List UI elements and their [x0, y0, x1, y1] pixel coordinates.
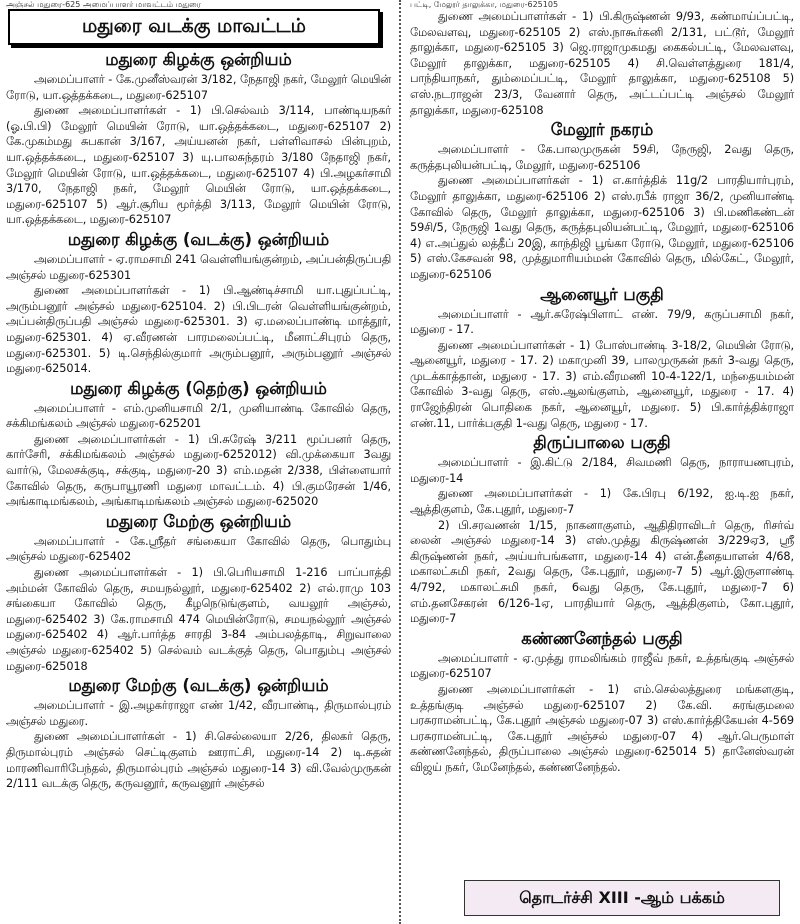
union-section	[410, 283, 794, 432]
organizer-paragraph: அமைப்பாளர் - ஏ.ராமசாமி 241 வெள்ளியங்குன்றம், அப்பன்திருப்பதி அஞ்சல் மதுரை-625301	[6, 252, 391, 282]
deputy-organizers-paragraph: 2) பி.சரவணன் 1/15, நாகனாகுளம், ஆதிதிராவிடர் தெரு, ரிசர்வ் லைன் அஞ்சல் மதுரை-14 3) எஸ்.முத்து கிருஷ்ணன் 3/229ஏ3, ஸ்ரீ கிருஷ்ணன் நகர், அய்யர்பங்களா, மதுரை-14 4) என்.தீனதயாளன் 4/68, மகாலட்சுமி நகர், 2வது தெரு, கே.புதூர், மதுரை-7 5) ஆர்.இருளாண்டி 4/792, மகாலட்சுமி நகர், 6வது தெரு, கே.புதூர், மதுரை-7 6) எம்.தனசேகரன் 6/126-1ஏ, பாரதியார் தெரு, ஆத்திகுளம், கோ.புதூர், மதுரை-7	[410, 518, 794, 626]
section-title: மதுரை கிழக்கு (தெற்கு) ஒன்றியம்	[70, 378, 327, 398]
organizer-paragraph: அமைப்பாளர் - ஏ.முத்து ராமலிங்கம் ராஜீவ் நகர், உத்தங்குடி அஞ்சல் மதுரை-625107	[410, 651, 794, 681]
union-section	[410, 431, 794, 627]
deputy-organizers-paragraph: துணை அமைப்பாளர்கள் - 1) கே.பிரபு 6/192, ஐ.டி.ஐ நகர், ஆத்திகுளம், கே.புதூர், மதுரை-7	[410, 487, 794, 517]
section-title: மதுரை கிழக்கு ஒன்றியம்	[105, 50, 292, 69]
deputy-organizers-paragraph: துணை அமைப்பாளர்கள் - 1) போஸ்பாண்டி 3-18/2, மெயின் ரோடு, ஆனையூர், மதுரை - 17. 2) மகாமுனி 39, பாலமுருகன் நகர் 3-வது தெரு, முடக்காத்தான், மதுரை - 17. 3) எம்.வீரமணி 10-4-122/1, மந்தையம்மன் கோவில் 3-வது தெரு, எஸ்.ஆலங்குளம், ஆனையூர், மதுரை - 17. 4) ராஜேந்திரன் பொதிகை நகர், ஆனையூர், மதுரை. 5) பி.கார்த்திக்ராஜா எண்.11, பார்க்பகுதி 1-வது தெரு, மதுரை - 17.	[410, 338, 794, 430]
column-divider	[399, 0, 401, 924]
union-section	[6, 48, 391, 228]
organizer-paragraph: அமைப்பாளர் - கே.முனீஸ்வரன் 3/182, நேதாஜி நகர், மேலூர் மெயின் ரோடு, யா.ஒத்தக்கடை, மதுரை-625107	[6, 73, 391, 102]
union-section	[6, 674, 391, 792]
left-column	[0, 0, 396, 924]
union-section	[410, 627, 794, 776]
section-title: ஆனையூர் பகுதி	[540, 284, 664, 304]
organizer-paragraph: அமைப்பாளர் - எம்.முனியசாமி 2/1, முனியாண்டி கோவில் தெரு, சக்கிமங்கலம் அஞ்சல் மதுரை-625201	[6, 401, 391, 431]
district-title-box	[8, 9, 380, 45]
continuation-note: தொடர்ச்சி XIII -ஆம் பக்கம்	[519, 887, 725, 907]
right-column	[404, 0, 800, 924]
deputy-organizers-paragraph: துணை அமைப்பாளர்கள் - 1) பி.செல்வம் 3/114, பாண்டியநகர் (ஓ.பி.பி) மேலூர் மெயின் ரோடு, யா.ஒத்தக்கடை, மதுரை-625107 2) கே.முகம்மது சுபகான் 3/167, அய்யனன் நகர், பள்ளிவாசல் பின்புறம், யா.ஒத்தக்கடை, மதுரை-625107 3) யு.பாலசுந்தரம் 3/180 நேதாஜி நகர், மேலூர் மெயின் ரோடு, யா.ஒத்தக்கடை, மதுரை-625107 4) பி.அழகர்சாமி 3/170, நேதாஜி நகர், மேலூர் மெயின் ரோடு, யா.ஒத்தக்கடை, மதுரை-625107 5) ஆர்.சூரிய மூர்த்தி 3/113, மேலூர் மெயின் ரோடு, யா.ஒத்தக்கடை, மதுரை-625107	[6, 104, 391, 227]
top-strip-left: அஞ்சல் மதுரை-625 அமைப்பாளர் மாவட்டம் மதுரை	[6, 0, 201, 9]
section-title: மதுரை மேற்கு ஒன்றியம்	[105, 511, 292, 531]
union-section	[6, 228, 391, 377]
section-title: திருப்பாலை பகுதி	[533, 433, 671, 453]
left-sections	[6, 48, 391, 792]
organizer-paragraph: அமைப்பாளர் - கே.பாலமுருகன் 59சி, நேருஜி, 2வது தெரு, கருத்தபுலியன்பட்டி, மேலூர், மதுரை-625106	[410, 143, 794, 172]
top-strip-right: பட்டி, மேலூர் தாலுக்கா, மதுரை-625105	[410, 0, 559, 9]
deputy-organizers-paragraph: துணை அமைப்பாளர்கள் - 1) பி.சுரேஷ் 3/211 மூப்பனர் தெரு, கார்சேரி, சக்கிமங்கலம் அஞ்சல் மதுரை-6252012) வி.முக்கையா 3வது வார்டு, மேலசக்குடி, சக்குடி, மதுரை-20 3) எம்.மதன் 2/338, பிள்ளையார் கோவில் தெரு, கருபாயூரணி மதுரை மாவட்டம். 4) பி.குமரேசன் 1/46, அங்காடிமங்கலம், அங்காடிமங்கலம் அஞ்சல் மதுரை-625020	[6, 432, 391, 509]
deputy-organizers-paragraph: துணை அமைப்பாளர்கள் - 1) சி.செல்லையா 2/26, திலகர் தெரு, திருமால்புரம் அஞ்சல் செட்டிகுளம் ஊராட்சி, மதுரை-14 2) டி.சுதன் மாரணிவாரிபேந்தல், திருமால்புரம் அஞ்சல் மதுரை-14 3) வி.வேல்முருகன் 2/111 வடக்கு தெரு, கருவனூர், கருவனூர் அஞ்சல்	[6, 730, 391, 791]
deputy-organizers-paragraph: துணை அமைப்பாளர்கள் - 1) பி.பெரியசாமி 1-216 பாப்பாத்தி அம்மன் கோவில் தெரு, சமயநல்லூர், மதுரை-625402 2) எல்.ராமு 103 சங்கையா கோவில் தெரு, கீழநெடுங்குளம், வயலூர் அஞ்சல், மதுரை-625402 3) கே.ராமசாமி 474 மெயின்ரோடு, சமயநல்லூர் அஞ்சல் மதுரை-625402 4) ஆர்.பார்த்த சாரதி 3-84 அம்பலத்தாடி, சிறுவாலை அஞ்சல் மதுரை-625402 5) செல்வம் வடக்குத் தெரு, பொதும்பு அஞ்சல் மதுரை-625018	[6, 566, 391, 673]
organizer-paragraph: அமைப்பாளர் - இ.கிட்டு 2/184, சிவமணி தெரு, நாராயணபுரம், மதுரை-14	[410, 456, 794, 485]
right-sections	[410, 118, 794, 775]
deputy-organizers-paragraph: துணை அமைப்பாளர்கள் - 1) எ.கார்த்திக் 11g/2 பாரதியார்புரம், மேலூர் தாலுக்கா, மதுரை-625106 2) எஸ்.ரபீக் ராஜா 36/2, முனியாண்டி கோவில் தெரு, மேலூர் தாலுக்கா, மதுரை-625106 3) பி.மணிகண்டன் 59சி/5, நேருஜி 1வது தெரு, கருத்தபுலியன்பட்டி, மேலூர், மதுரை-625106 4) எ.அப்துல் லத்தீப் 20இ, காந்திஜி பூங்கா ரோடு, மேலூர், மதுரை-625106 5) எஸ்.கேசவன் 98, முத்துமாரியம்மன் கோவில் தெரு, மில்கேட், மேலூர், மதுரை-625106	[410, 174, 794, 281]
union-section	[6, 510, 391, 674]
organizer-paragraph: அமைப்பாளர் - இ.அழகர்ராஜா எண் 1/42, வீரபாண்டி, திருமால்புரம் அஞ்சல் மதுரை.	[6, 699, 391, 728]
section-title: மேலூர் நகரம்	[550, 120, 654, 140]
union-section	[410, 118, 794, 282]
section-title: மதுரை கிழக்கு (வடக்கு) ஒன்றியம்	[67, 229, 330, 249]
continuation-box	[464, 880, 780, 916]
organizer-paragraph: அமைப்பாளர் - ஆர்.சுரேஷ்பிளாட் எண். 79/9, கருப்பசாமி நகர், மதுரை - 17.	[410, 307, 794, 337]
continued-paragraph: துணை அமைப்பாளர்கள் - 1) பி.கிருஷ்ணன் 9/93, கண்மாய்ப்பட்டி, மேலவளவு, மதுரை-625105 2) எஸ்.நாகூர்கனி 2/131, பட்டூர், மேலூர் தாலுக்கா, மதுரை-625105 3) ஜெ.ராஜாமுகமது கைகல்பட்டி, மேலவளவு, மேலூர் தாலுக்கா, மதுரை-625105 4) சி.வெள்ளத்துரை 181/4, பாந்தியாநகர், தும்மைப்பட்டி, மேலூர் தாலுக்கா, மதுரை-625108 5) எஸ்.நடராஜன் 23/3, வேனார் தெரு, அட்டப்பட்டி அஞ்சல் மேலூர் தாலுக்கா, மதுரை-625108	[410, 10, 794, 117]
organizer-paragraph: அமைப்பாளர் - கே.ஸ்ரீதர் சங்கையா கோவில் தெரு, பொதும்பு அஞ்சல் மதுரை-625402	[6, 534, 391, 564]
section-title: கண்ணனேந்தல் பகுதி	[521, 628, 683, 648]
union-section	[6, 377, 391, 510]
deputy-organizers-paragraph: துணை அமைப்பாளர்கள் - 1) பி.ஆண்டிச்சாமி யா.புதுப்பட்டி, அரும்பனூர் அஞ்சல் மதுரை-625104. 2) பி.பிடரன் வெள்ளியங்குன்றம், அப்பன்திருப்பதி அஞ்சல் மதுரை-625301. 3) ஏ.மலைப்பாண்டி மாத்தூர், மதுரை-625301. 4) ஏ.வீரணன் பாரமலைப்பட்டி, மீனாட்சிபுரம் தெரு, மதுரை-625301. 5) டி.செந்தில்குமார் அரும்பனூர், அரும்பனூர் அஞ்சல் மதுரை-625014.	[6, 284, 391, 376]
deputy-organizers-paragraph: துணை அமைப்பாளர்கள் - 1) எம்.செல்லத்துரை மங்களகுடி, உத்தங்குடி அஞ்சல் மதுரை-625107 2) கே.வி. சுரங்குமலை பரசுராமன்பட்டி, கே.புதூர் அஞ்சல் மதுரை-07 3) எஸ்.கார்த்திகேயன் 4-569 பரசுராமன்பட்டி, கே.புதூர் அஞ்சல் மதுரை-07 4) ஆர்.பெருமாள் கண்ணனேந்தல், திருப்பாலை அஞ்சல் மதுரை-625014 5) தானேஸ்வரன் விஜய் நகர், மேனேந்தல், கண்ணனேந்தல்.	[410, 682, 794, 774]
district-title: மதுரை வடக்கு மாவட்டம்	[82, 14, 306, 37]
section-title: மதுரை மேற்கு (வடக்கு) ஒன்றியம்	[68, 676, 329, 696]
